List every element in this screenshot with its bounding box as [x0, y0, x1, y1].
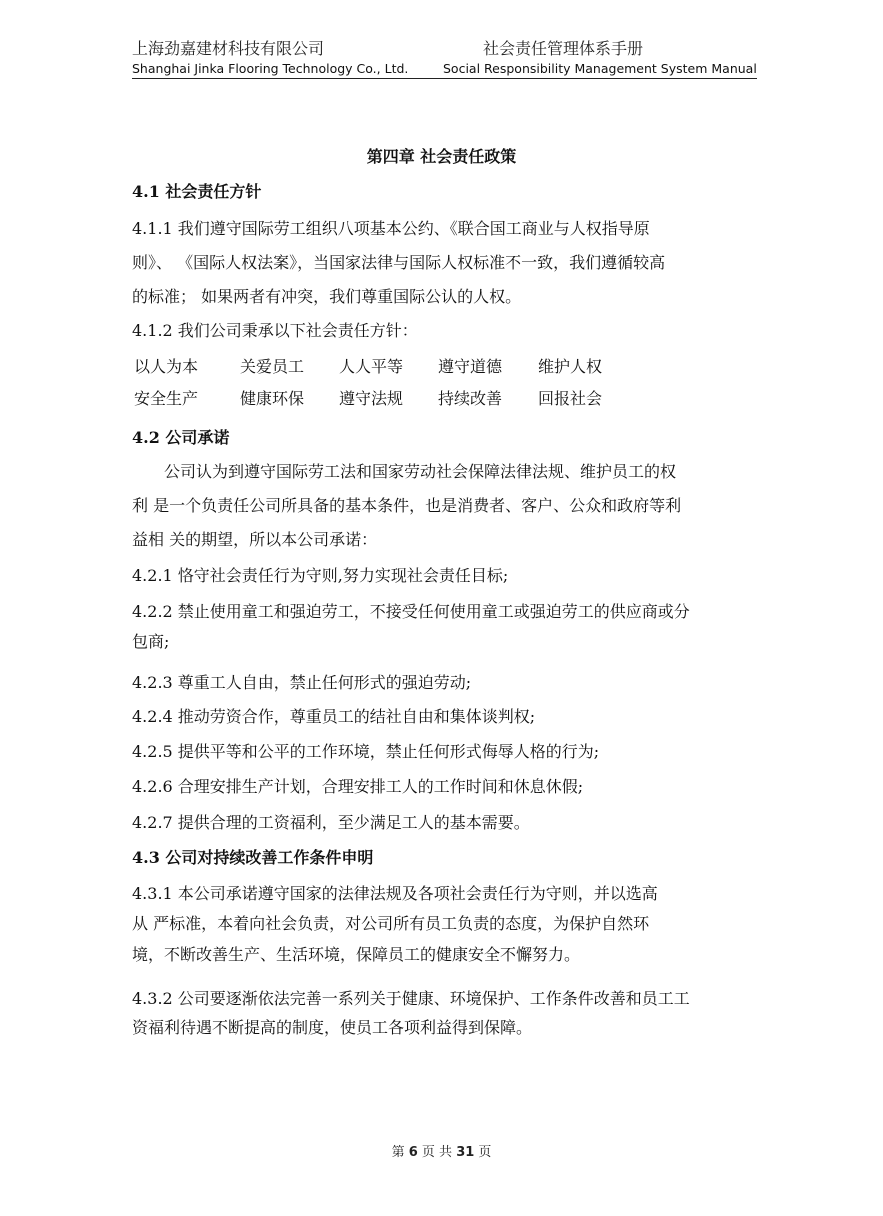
header-manual-cn: 社会责任管理体系手册 [483, 39, 644, 58]
policy-item: 以人为本 [134, 357, 199, 376]
policy-item: 遵守法规 [339, 389, 404, 408]
item-4-2-2-line-2: 包商; [132, 632, 170, 651]
section-heading-4-2: 4.2 公司承诺 [132, 428, 230, 447]
paragraph-4-3-1-line-3: 境，不断改善生产、生活环境，保障员工的健康安全不懈努力。 [132, 945, 581, 964]
item-4-2-6: 4.2.6 合理安排生产计划，合理安排工人的工作时间和休息休假; [132, 777, 584, 796]
policy-item: 安全生产 [134, 389, 199, 408]
page-header [132, 34, 757, 79]
paragraph-4-1-1-line-2: 则》、 《国际人权法案》，当国家法律与国际人权标准不一致，我们遵循较高 [132, 253, 666, 272]
footer-middle: 页 共 [421, 1145, 453, 1160]
policy-item: 人人平等 [339, 357, 404, 376]
footer-suffix: 页 [478, 1145, 492, 1160]
item-4-2-7: 4.2.7 提供合理的工资福利，至少满足工人的基本需要。 [132, 813, 530, 832]
item-4-2-3: 4.2.3 尊重工人自由，禁止任何形式的强迫劳动; [132, 673, 472, 692]
paragraph-4-3-1-line-2: 从 严标准，本着向社会负责，对公司所有员工负责的态度，为保护自然环 [132, 914, 650, 933]
chapter-title: 第四章 社会责任政策 [366, 147, 517, 166]
paragraph-4-1-1-line-1: 4.1.1 我们遵守国际劳工组织八项基本公约、《联合国工商业与人权指导原 [132, 219, 650, 238]
header-manual-en: Social Responsibility Management System Manual [443, 61, 757, 76]
footer-page-number: 6 [408, 1145, 418, 1160]
policy-item: 回报社会 [538, 389, 603, 408]
paragraph-4-2-intro-line-3: 益相 关的期望，所以本公司承诺： [132, 530, 378, 549]
paragraph-4-2-intro-line-1: 公司认为到遵守国际劳工法和国家劳动社会保障法律法规、维护员工的权 [164, 462, 677, 481]
item-4-2-1: 4.2.1 恪守社会责任行为守则,努力实现社会责任目标; [132, 566, 509, 585]
section-heading-4-1: 4.1 社会责任方针 [132, 182, 262, 201]
footer-prefix: 第 [391, 1145, 405, 1160]
paragraph-4-1-1-line-3: 的标准； 如果两者有冲突，我们尊重国际公认的人权。 [132, 287, 522, 306]
paragraph-4-3-1-line-1: 4.3.1 本公司承诺遵守国家的法律法规及各项社会责任行为守则，并以选高 [132, 884, 658, 903]
header-company-cn: 上海劲嘉建材科技有限公司 [132, 39, 325, 58]
paragraph-4-3-2-line-1: 4.3.2 公司要逐渐依法完善一系列关于健康、环境保护、工作条件改善和员工工 [132, 989, 690, 1008]
paragraph-4-1-2: 4.1.2 我们公司秉承以下社会责任方针： [132, 321, 418, 340]
item-4-2-5: 4.2.5 提供平等和公平的工作环境，禁止任何形式侮辱人格的行为; [132, 742, 600, 761]
footer-total-pages: 31 [456, 1145, 475, 1160]
policy-item: 健康环保 [240, 389, 305, 408]
section-heading-4-3: 4.3 公司对持续改善工作条件申明 [132, 848, 374, 867]
page-footer [0, 1141, 883, 1160]
paragraph-4-3-2-line-2: 资福利待遇不断提高的制度，使员工各项利益得到保障。 [132, 1018, 533, 1037]
item-4-2-2-line-1: 4.2.2 禁止使用童工和强迫劳工，不接受任何使用童工或强迫劳工的供应商或分 [132, 602, 690, 621]
header-company-en: Shanghai Jinka Flooring Technology Co., Ltd. [132, 61, 409, 76]
item-4-2-4: 4.2.4 推动劳资合作，尊重员工的结社自由和集体谈判权; [132, 707, 536, 726]
paragraph-4-2-intro-line-2: 利 是一个负责任公司所具备的基本条件，也是消费者、客户、公众和政府等利 [132, 496, 682, 515]
policy-item: 遵守道德 [438, 357, 503, 376]
policy-item: 关爱员工 [240, 357, 305, 376]
policy-item: 维护人权 [538, 357, 603, 376]
policy-item: 持续改善 [438, 389, 503, 408]
